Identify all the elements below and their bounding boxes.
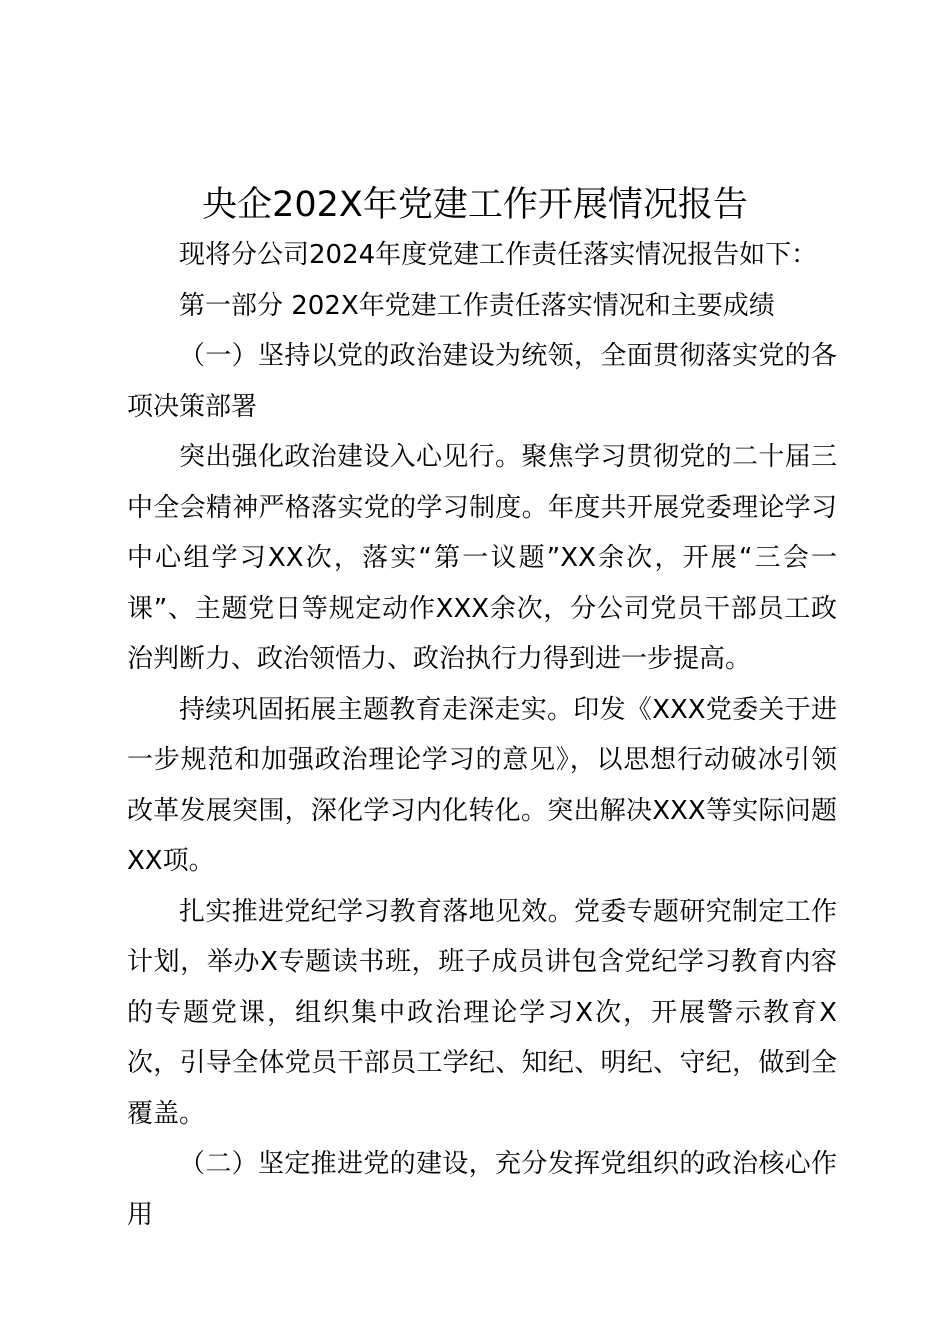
section-two-heading: （二）坚定推进党的建设，充分发挥党组织的政治核心作用 bbox=[127, 1149, 837, 1230]
intro-paragraph: 现将分公司2024年度党建工作责任落实情况报告如下： bbox=[179, 240, 818, 270]
body-paragraph: 突出强化政治建设入心见行。聚焦学习贯彻党的二十届三中全会精神严格落实党的学习制度。年度共开展党委理论学习中心组学习XX次，落实“第一议题”XX余次，开展“三会一课”、主题党日等规定动作XXX余次，分公司党员干部员工政治判断力、政治领悟力、政治执行力得到进一步提高。 bbox=[127, 442, 837, 674]
document-title: 央企202X年党建工作开展情况报告 bbox=[202, 185, 748, 225]
part-one-heading: 第一部分 202X年党建工作责任落实情况和主要成绩 bbox=[179, 290, 775, 321]
body-paragraph: 持续巩固拓展主题教育走深走实。印发《XXX党委关于进一步规范和加强政治理论学习的意见》，以思想行动破冰引领改革发展突围，深化学习内化转化。突出解决XXX等实际问题XX项。 bbox=[127, 694, 837, 876]
document-body bbox=[127, 230, 837, 1240]
body-paragraph: 扎实推进党纪学习教育落地见效。党委专题研究制定工作计划，举办X专题读书班，班子成员讲包含党纪学习教育内容的专题党课，组织集中政治理论学习X次，开展警示教育X次，引导全体党员干部员工学纪、知纪、明纪、守纪，做到全覆盖。 bbox=[127, 896, 837, 1129]
section-one-heading: （一）坚持以党的政治建设为统领，全面贯彻落实党的各项决策部署 bbox=[127, 341, 837, 422]
